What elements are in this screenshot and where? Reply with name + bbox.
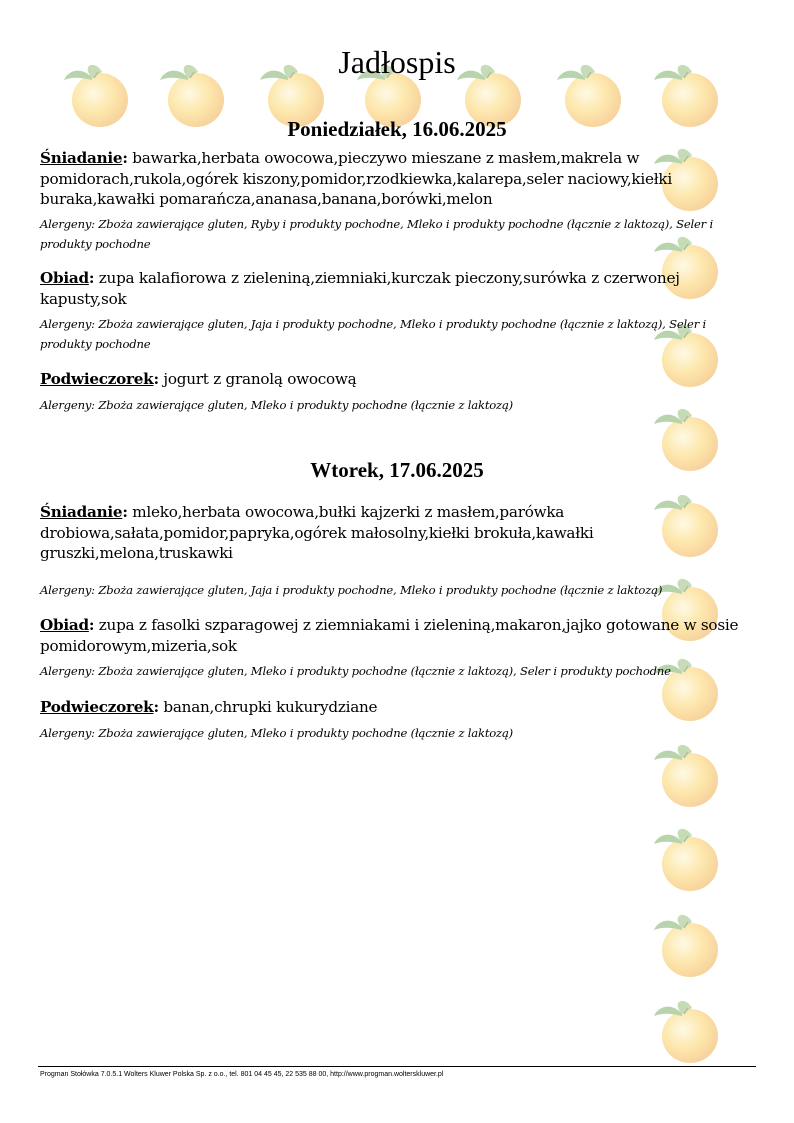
meal-snack-monday: Podwieczorek: jogurt z granolą owocową <box>40 370 357 388</box>
meal-menu: banan,chrupki kukurydziane <box>163 698 378 716</box>
footer-divider <box>38 1066 756 1067</box>
allergen-note: Alergeny: Zboża zawierające gluten, Jaja i produkty pochodne, Mleko i produkty pochodne (łącznie z laktozą) <box>40 583 663 597</box>
allergen-note: Alergeny: Zboża zawierające gluten, Mleko i produkty pochodne (łącznie z laktozą), Seler i produkty pochodne <box>40 664 671 678</box>
apple-icon <box>652 822 726 896</box>
allergen-note: Alergeny: Zboża zawierające gluten, Mleko i produkty pochodne (łącznie z laktozą) <box>40 398 513 412</box>
meal-snack-tuesday: Podwieczorek: banan,chrupki kukurydziane <box>40 698 378 716</box>
meal-label: Obiad <box>40 616 89 634</box>
meal-menu: zupa kalafiorowa z zieleniną,ziemniaki,kurczak pieczony,surówka z czerwonej kapusty,sok <box>40 269 680 308</box>
meal-menu: mleko,herbata owocowa,bułki kajzerki z masłem,parówka drobiowa,sałata,pomidor,papryka,ogórek małosolny,kiełki brokuła,kawałki gruszki,melona,truskawki <box>40 503 594 562</box>
page-title: Jadłospis <box>338 44 456 80</box>
meal-breakfast-tuesday: Śniadanie: mleko,herbata owocowa,bułki kajzerki z masłem,parówka drobiowa,sałata,pomidor,papryka,ogórek małosolny,kiełki brokuła,kawałki gruszki,melona,truskawki <box>40 503 594 562</box>
meal-label: Podwieczorek <box>40 698 154 716</box>
meal-label: Obiad <box>40 269 89 287</box>
meal-menu: jogurt z granolą owocową <box>163 370 357 388</box>
allergen-note: Alergeny: Zboża zawierające gluten, Jaja i produkty pochodne, Mleko i produkty pochodne (łącznie z laktozą), Seler i produkty pochodne <box>40 317 707 351</box>
meal-lunch-monday: Obiad: zupa kalafiorowa z zieleniną,ziemniaki,kurczak pieczony,surówka z czerwonej kapusty,sok <box>40 269 680 308</box>
allergen-note: Alergeny: Zboża zawierające gluten, Mleko i produkty pochodne (łącznie z laktozą) <box>40 726 513 740</box>
day-heading-tuesday: Wtorek, 17.06.2025 <box>310 458 484 482</box>
apple-icon <box>652 994 726 1068</box>
meal-label: Śniadanie <box>40 503 123 521</box>
meal-menu: zupa z fasolki szparagowej z ziemniakami i zieleniną,makaron,jajko gotowane w sosie pomidorowym,mizeria,sok <box>40 616 739 655</box>
apple-icon <box>652 738 726 812</box>
meal-menu: bawarka,herbata owocowa,pieczywo mieszane z masłem,makrela w pomidorach,rukola,ogórek kiszony,pomidor,rzodkiewka,kalarepa,seler naciowy,kiełki buraka,kawałki pomarańcza,ananasa,banana,borówki,melon <box>40 149 672 208</box>
meal-label: Śniadanie <box>40 149 123 167</box>
apple-icon <box>652 908 726 982</box>
page-footer: Progman Stołówka 7.0.5.1 Wolters Kluwer Polska Sp. z o.o., tel. 801 04 45 45, 22 535 88 00, http://www.progman.wolterskluwer.pl <box>40 1071 444 1078</box>
meal-lunch-tuesday: Obiad: zupa z fasolki szparagowej z ziemniakami i zieleniną,makaron,jajko gotowane w sosie pomidorowym,mizeria,sok <box>40 616 739 655</box>
day-heading-monday: Poniedziałek, 16.06.2025 <box>287 117 507 141</box>
meal-breakfast-monday: Śniadanie: bawarka,herbata owocowa,pieczywo mieszane z masłem,makrela w pomidorach,rukola,ogórek kiszony,pomidor,rzodkiewka,kalarepa,seler naciowy,kiełki buraka,kawałki pomarańcza,ananasa,banana,borówki,melon <box>40 149 672 208</box>
meal-label: Podwieczorek <box>40 370 154 388</box>
allergen-note: Alergeny: Zboża zawierające gluten, Ryby i produkty pochodne, Mleko i produkty pochodne (łącznie z laktozą), Seler i produkty pochodne <box>40 217 714 251</box>
